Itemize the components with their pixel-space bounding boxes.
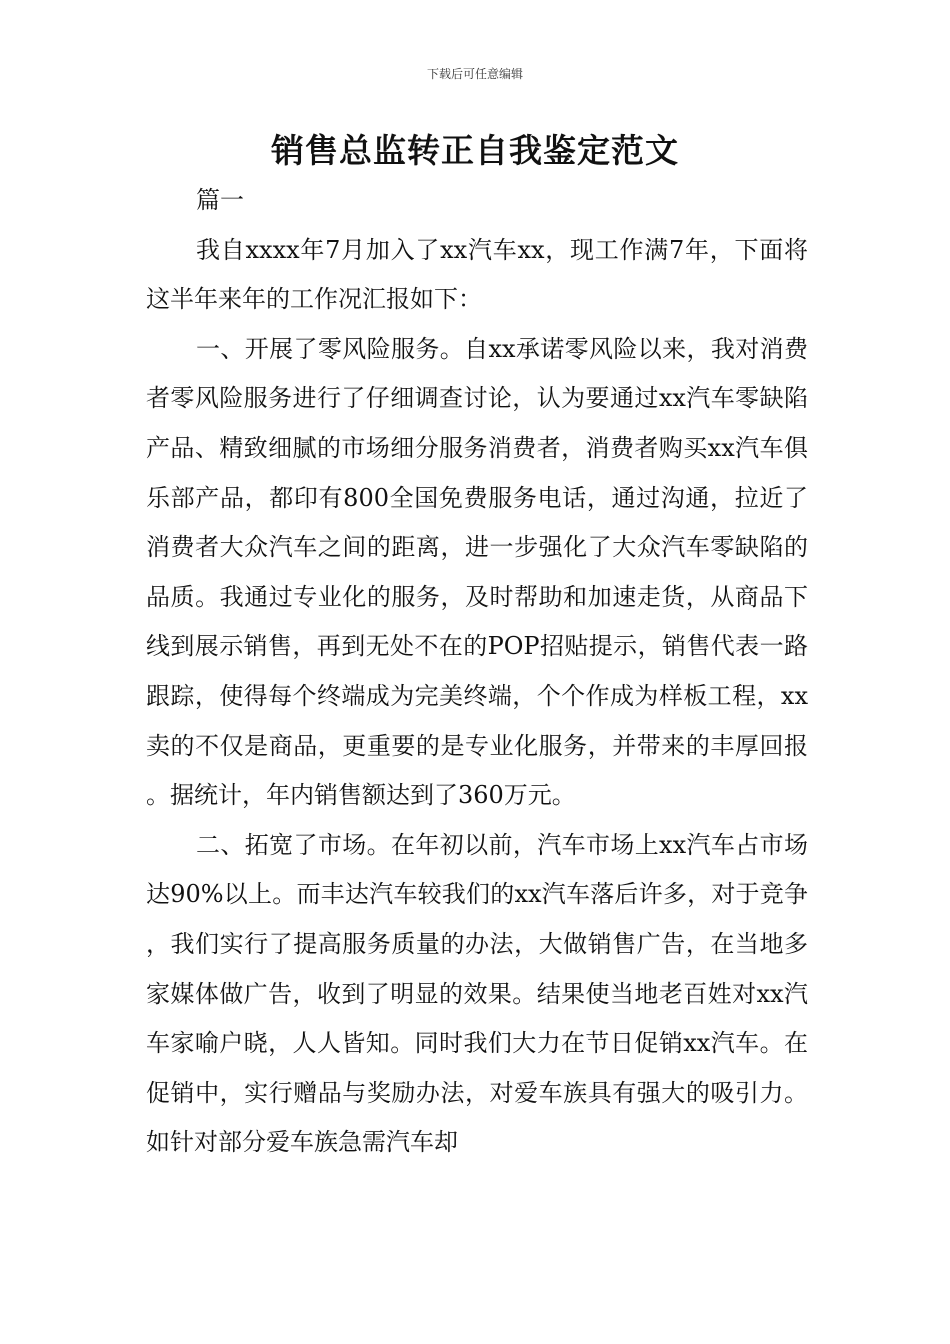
paragraph-intro: 我自xxxx年7月加入了xx汽车xx，现工作满7年，下面将这半年来年的工作况汇报如下： <box>146 235 808 314</box>
document-body <box>146 176 808 1168</box>
section-label: 篇一 <box>196 186 244 214</box>
document-title: 销售总监转正自我鉴定范文 <box>271 131 679 170</box>
header-note: 下载后可任意编辑 <box>426 67 523 81</box>
paragraph-market-expansion: 二、拓宽了市场。在年初以前，汽车市场上xx汽车占市场达90%以上。而丰达汽车较我们的xx汽车落后许多，对于竞争，我们实行了提高服务质量的办法，大做销售广告，在当地多家媒体做广告，收到了明显的效果。结果使当地老百姓对xx汽车家喻户晓，人人皆知。同时我们大力在节日促销xx汽车。在促销中，实行赠品与奖励办法，对爱车族具有强大的吸引力。如针对部分爱车族急需汽车却 <box>146 830 808 1157</box>
paragraph-zero-risk-service: 一、开展了零风险服务。自xx承诺零风险以来，我对消费者零风险服务进行了仔细调查讨论，认为要通过xx汽车零缺陷产品、精致细腻的市场细分服务消费者，消费者购买xx汽车俱乐部产品，都印有800全国免费服务电话，通过沟通，拉近了消费者大众汽车之间的距离，进一步强化了大众汽车零缺陷的品质。我通过专业化的服务，及时帮助和加速走货，从商品下线到展示销售，再到无处不在的POP招贴提示，销售代表一路跟踪，使得每个终端成为完美终端，个个作成为样板工程，xx卖的不仅是商品，更重要的是专业化服务，并带来的丰厚回报。据统计，年内销售额达到了360万元。 <box>146 334 808 810</box>
